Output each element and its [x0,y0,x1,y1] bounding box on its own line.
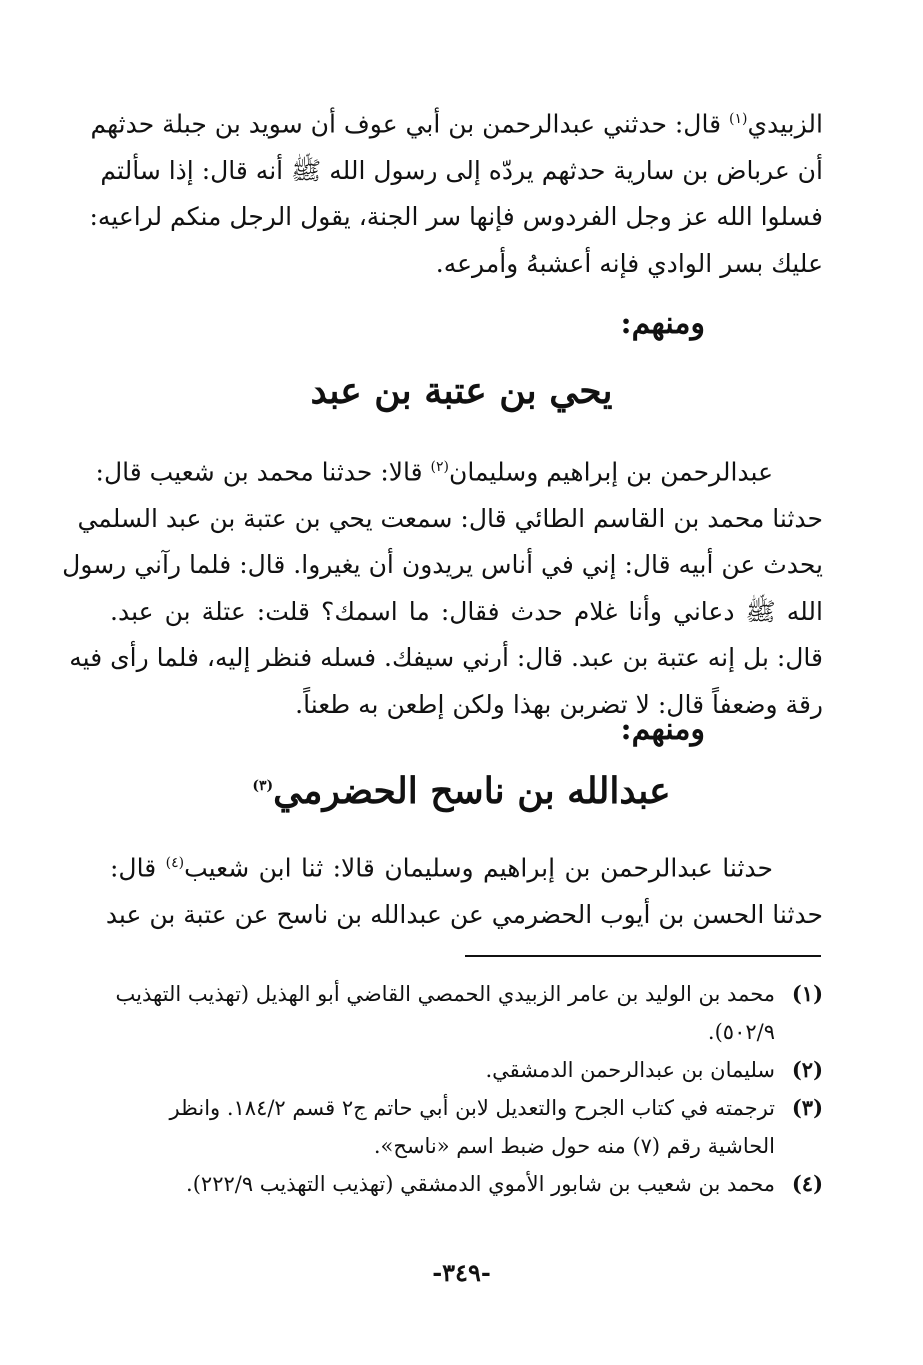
text-line: عليك بسر الوادي فإنه أعشبهُ وأمرعه. [435,248,823,278]
section-title: يحي بن عتبة بن عبد [310,370,613,412]
text-line: حدثنا عبدالرحمن بن إبراهيم وسليمان قالا: ثنا ابن شعيب$^{(٤)}$ قال: [110,853,773,883]
text-line: حدثنا محمد بن القاسم الطائي قال: سمعت يحي بن عتبة بن عبد السلمي [77,503,823,533]
footnote-text: محمد بن شعيب بن شابور الأموي الدمشقي (تهذيب التهذيب ٢٢٢/٩). [186,1172,775,1196]
footnote-ref-4[interactable]: (٤) [165,855,185,871]
footnote-number: (١) [791,981,823,1006]
footnote [110,1089,823,1165]
page-number: -٣٤٩- [432,1258,491,1287]
text-line: قال: بل إنه عتبة بن عبد. قال: أرني سيفك. فسله فنظر إليه، فلما رأى فيه [69,643,823,673]
section-subheading: ومنهم: [620,712,705,747]
footnote-continuation: الحاشية رقم (٧) منه حول ضبط اسم «ناسح». [373,1134,775,1158]
footnote-number: (٤) [791,1171,823,1196]
footnotes [110,975,823,1203]
text-line: حدثنا الحسن بن أيوب الحضرمي عن عبدالله بن ناسح عن عتبة بن عبد [105,899,823,929]
text-line: الله ﷺ دعاني وأنا غلام حدث فقال: ما اسمك؟ قلت: عتلة بن عبد. [110,596,823,626]
footnote-text: محمد بن الوليد بن عامر الزبيدي الحمصي القاضي أبو الهذيل (تهذيب التهذيب [115,982,775,1006]
footnote-number: (٢) [791,1057,823,1082]
footnote-text: سليمان بن عبدالرحمن الدمشقي. [485,1058,775,1082]
text-line: أن عرباض بن سارية حدثهم يردّه إلى رسول الله ﷺ أنه قال: إذا سألتم [100,155,823,185]
text-line: رقة وضعفاً قال: لا تضربن بهذا ولكن إطعن به طعناً. [295,689,823,719]
paragraph-zubaydi [89,96,823,287]
paragraph-yahya [62,444,823,728]
text-line: عبدالرحمن بن إبراهيم وسليمان$^{(٢)}$ قالا: حدثنا محمد بن شعيب قال: [95,457,773,487]
footnote-ref-1[interactable]: (١) [728,111,748,127]
footnote [110,1051,823,1089]
text-line: يحدث عن أبيه قال: إني في أناس يريدون أن يغيروا. قال: فلما رآني رسول [62,550,823,580]
footnote-ref-3[interactable]: (٣) [252,778,274,794]
section-subheading: ومنهم: [620,306,705,341]
section-title: عبدالله بن ناسح الحضرمي$^{(٣)}$ [252,770,671,812]
footnote-text: ترجمته في كتاب الجرح والتعديل لابن أبي حاتم ج٢ قسم ١٨٤/٢. وانظر [169,1096,775,1120]
footnote-ref-2[interactable]: (٢) [430,459,449,475]
footnote-continuation: ٥٠٢/٩). [707,1020,775,1044]
text-line: فسلوا الله عز وجل الفردوس فإنها سر الجنة، يقول الرجل منكم لراعيه: [89,202,823,232]
paragraph-abdullah [105,840,823,938]
footnote-divider [465,955,821,957]
text-line: الزبيدي$^{(١)}$ قال: حدثني عبدالرحمن بن أبي عوف أن سويد بن جبلة حدثهم [90,109,823,139]
footnote [110,975,823,1051]
footnote [110,1165,823,1203]
footnote-number: (٣) [791,1095,823,1120]
